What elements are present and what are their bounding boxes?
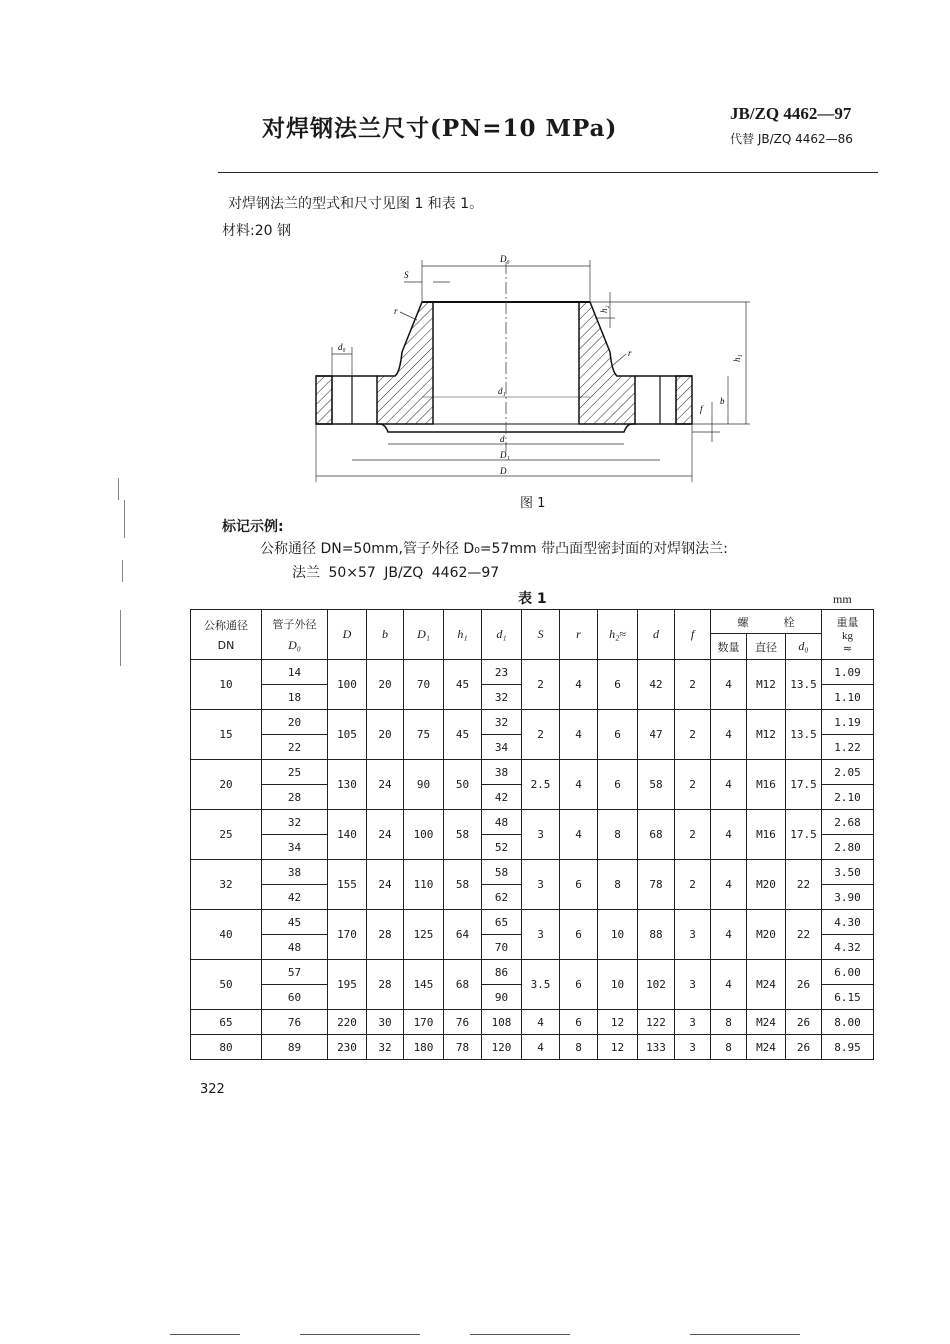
cell-f: 2 (675, 860, 711, 910)
intro-text: 对焊钢法兰的型式和尺寸见图 1 和表 1。 (228, 196, 484, 212)
cell-d: 133 (638, 1035, 675, 1060)
cell-d: 230 (328, 1035, 367, 1060)
cell-d1: 65 (482, 910, 522, 935)
cell-weight: 8.00 (822, 1010, 874, 1035)
flange-section-left-outer (316, 376, 332, 424)
label-d1: d₁ (498, 386, 506, 396)
header-D: D (328, 610, 367, 660)
cell-pipe-od: 60 (262, 985, 328, 1010)
cell-pipe-od: 48 (262, 935, 328, 960)
cell-bolt: M24 (747, 1035, 786, 1060)
cell-dn: 40 (191, 910, 262, 960)
cell-pipe-od: 76 (262, 1010, 328, 1035)
cell-bd0: 13.5 (786, 710, 822, 760)
label-h1: h₁ (732, 354, 742, 362)
cell-weight: 4.30 (822, 910, 874, 935)
cell-d1: 125 (404, 910, 444, 960)
cell-d1: 75 (404, 710, 444, 760)
header-dn: 公称通径 DN (191, 610, 262, 660)
cell-h2: 10 (598, 960, 638, 1010)
cell-h2: 6 (598, 710, 638, 760)
cell-b: 24 (367, 810, 404, 860)
page-number: 322 (200, 1082, 225, 1097)
scan-mark (120, 610, 121, 666)
cell-d: 88 (638, 910, 675, 960)
scan-mark (124, 500, 125, 538)
label-D1: D₁ (500, 450, 510, 460)
cell-d: 140 (328, 810, 367, 860)
footer-line (470, 1334, 570, 1335)
header-bolt: 螺 栓 (711, 610, 822, 634)
cell-h2: 8 (598, 810, 638, 860)
label-D: D (500, 466, 507, 476)
cell-f: 3 (675, 960, 711, 1010)
cell-s: 3 (522, 910, 560, 960)
cell-dn: 10 (191, 660, 262, 710)
cell-b: 30 (367, 1010, 404, 1035)
footer-line (300, 1334, 420, 1335)
cell-dn: 50 (191, 960, 262, 1010)
cell-weight: 3.90 (822, 885, 874, 910)
cell-d: 195 (328, 960, 367, 1010)
cell-b: 24 (367, 860, 404, 910)
cell-d: 78 (638, 860, 675, 910)
cell-s: 3 (522, 860, 560, 910)
cell-n: 4 (711, 660, 747, 710)
cell-d1: 110 (404, 860, 444, 910)
cell-h2: 6 (598, 660, 638, 710)
cell-d: 170 (328, 910, 367, 960)
scan-mark (122, 560, 123, 582)
flange-section-right (579, 302, 635, 424)
cell-r: 6 (560, 860, 598, 910)
header-weight: 重量 kg ≈ (822, 610, 874, 660)
cell-b: 20 (367, 710, 404, 760)
cell-weight: 6.00 (822, 960, 874, 985)
footer-line (170, 1334, 240, 1335)
cell-bd0: 17.5 (786, 760, 822, 810)
cell-d1: 90 (404, 760, 444, 810)
figure-caption: 图 1 (520, 496, 546, 511)
cell-h2: 6 (598, 760, 638, 810)
cell-dn: 65 (191, 1010, 262, 1035)
label-d0: d₀ (338, 342, 346, 352)
footer-line (690, 1334, 800, 1335)
table-caption: 表 1 (518, 591, 547, 607)
cell-n: 4 (711, 810, 747, 860)
header-r: r (560, 610, 598, 660)
dimension-table (190, 609, 874, 1060)
label-h2: h₂ (599, 305, 609, 313)
header-pipe-od: 管子外径 D₀ (262, 610, 328, 660)
cell-d1: 70 (482, 935, 522, 960)
cell-bd0: 17.5 (786, 810, 822, 860)
cell-n: 4 (711, 860, 747, 910)
table-body (191, 660, 874, 1060)
table-row (191, 860, 874, 885)
cell-b: 24 (367, 760, 404, 810)
cell-h2: 10 (598, 910, 638, 960)
label-S: S (404, 270, 409, 280)
cell-weight: 2.68 (822, 810, 874, 835)
cell-bolt: M20 (747, 910, 786, 960)
cell-pipe-od: 38 (262, 860, 328, 885)
header-S: S (522, 610, 560, 660)
cell-bd0: 26 (786, 960, 822, 1010)
header-h2: h₂≈ (598, 610, 638, 660)
cell-n: 4 (711, 910, 747, 960)
cell-f: 2 (675, 760, 711, 810)
flange-section-right-outer (676, 376, 692, 424)
cell-n: 4 (711, 710, 747, 760)
cell-d1: 42 (482, 785, 522, 810)
cell-weight: 6.15 (822, 985, 874, 1010)
cell-d1: 38 (482, 760, 522, 785)
cell-f: 2 (675, 710, 711, 760)
table-row (191, 760, 874, 785)
page-title: 对焊钢法兰尺寸(PN=10 MPa) (262, 115, 618, 142)
cell-bolt: M16 (747, 760, 786, 810)
cell-d1: 170 (404, 1010, 444, 1035)
replaces-standard: 代替 JB/ZQ 4462—86 (730, 132, 853, 146)
cell-weight: 3.50 (822, 860, 874, 885)
cell-d1: 108 (482, 1010, 522, 1035)
dimension-table-wrap (190, 609, 874, 1060)
table-row (191, 910, 874, 935)
marking-description: 公称通径 DN=50mm,管子外径 D₀=57mm 带凸面型密封面的对焊钢法兰: (260, 541, 728, 557)
cell-f: 3 (675, 1035, 711, 1060)
cell-h2: 12 (598, 1035, 638, 1060)
cell-d1: 145 (404, 960, 444, 1010)
cell-weight: 2.05 (822, 760, 874, 785)
cell-d: 100 (328, 660, 367, 710)
table-row (191, 1010, 874, 1035)
cell-d1: 23 (482, 660, 522, 685)
cell-d: 122 (638, 1010, 675, 1035)
header-h1: h₁ (444, 610, 482, 660)
cell-f: 3 (675, 1010, 711, 1035)
cell-d: 130 (328, 760, 367, 810)
cell-h1: 50 (444, 760, 482, 810)
cell-pipe-od: 42 (262, 885, 328, 910)
cell-r: 4 (560, 760, 598, 810)
cell-bolt: M16 (747, 810, 786, 860)
scan-mark (118, 478, 119, 500)
cell-n: 8 (711, 1035, 747, 1060)
cell-s: 2.5 (522, 760, 560, 810)
cell-pipe-od: 25 (262, 760, 328, 785)
cell-dn: 25 (191, 810, 262, 860)
table-row (191, 710, 874, 735)
cell-s: 3 (522, 810, 560, 860)
cell-r: 8 (560, 1035, 598, 1060)
cell-d: 220 (328, 1010, 367, 1035)
cell-d: 102 (638, 960, 675, 1010)
cell-h1: 58 (444, 860, 482, 910)
cell-s: 2 (522, 710, 560, 760)
cell-d1: 52 (482, 835, 522, 860)
cell-bd0: 26 (786, 1035, 822, 1060)
cell-d1: 58 (482, 860, 522, 885)
cell-d: 58 (638, 760, 675, 810)
standard-code: JB/ZQ 4462—97 (730, 104, 852, 123)
header-bolt-d0: d₀ (786, 634, 822, 660)
header-D1: D₁ (404, 610, 444, 660)
cell-s: 4 (522, 1010, 560, 1035)
cell-s: 2 (522, 660, 560, 710)
flange-drawing (300, 252, 770, 492)
cell-dn: 80 (191, 1035, 262, 1060)
table-row (191, 960, 874, 985)
header-b: b (367, 610, 404, 660)
cell-b: 20 (367, 660, 404, 710)
label-r-right: r (628, 348, 632, 358)
cell-bd0: 22 (786, 910, 822, 960)
cell-weight: 4.32 (822, 935, 874, 960)
cell-pipe-od: 32 (262, 810, 328, 835)
cell-bolt: M12 (747, 660, 786, 710)
cell-weight: 1.19 (822, 710, 874, 735)
cell-h1: 45 (444, 660, 482, 710)
cell-d1: 48 (482, 810, 522, 835)
cell-d1: 70 (404, 660, 444, 710)
cell-pipe-od: 89 (262, 1035, 328, 1060)
label-b: b (720, 396, 725, 406)
cell-pipe-od: 22 (262, 735, 328, 760)
cell-n: 8 (711, 1010, 747, 1035)
cell-s: 3.5 (522, 960, 560, 1010)
cell-h1: 58 (444, 810, 482, 860)
cell-f: 3 (675, 910, 711, 960)
cell-d1: 90 (482, 985, 522, 1010)
cell-n: 4 (711, 760, 747, 810)
cell-dn: 15 (191, 710, 262, 760)
cell-bolt: M24 (747, 1010, 786, 1035)
cell-dn: 32 (191, 860, 262, 910)
material-text: 材料:20 钢 (222, 223, 291, 239)
cell-r: 6 (560, 1010, 598, 1035)
header-d: d (638, 610, 675, 660)
header-bolt-count: 数量 (711, 634, 747, 660)
cell-d1: 62 (482, 885, 522, 910)
cell-f: 2 (675, 660, 711, 710)
cell-bolt: M20 (747, 860, 786, 910)
cell-d: 42 (638, 660, 675, 710)
header-bolt-dia: 直径 (747, 634, 786, 660)
cell-h1: 68 (444, 960, 482, 1010)
cell-d: 68 (638, 810, 675, 860)
cell-b: 28 (367, 960, 404, 1010)
label-r-left: r (394, 306, 398, 316)
cell-pipe-od: 34 (262, 835, 328, 860)
label-f: f (700, 404, 703, 414)
table-row (191, 660, 874, 685)
cell-h1: 45 (444, 710, 482, 760)
cell-bd0: 22 (786, 860, 822, 910)
label-D0: D₀ (500, 254, 510, 264)
cell-weight: 2.10 (822, 785, 874, 810)
cell-pipe-od: 28 (262, 785, 328, 810)
header-rule (218, 172, 878, 173)
table-row (191, 810, 874, 835)
cell-bolt: M24 (747, 960, 786, 1010)
cell-h1: 64 (444, 910, 482, 960)
cell-pipe-od: 45 (262, 910, 328, 935)
cell-d1: 180 (404, 1035, 444, 1060)
cell-d1: 86 (482, 960, 522, 985)
cell-weight: 8.95 (822, 1035, 874, 1060)
cell-weight: 1.22 (822, 735, 874, 760)
cell-b: 32 (367, 1035, 404, 1060)
cell-r: 6 (560, 960, 598, 1010)
table-unit: mm (833, 592, 852, 606)
cell-d: 47 (638, 710, 675, 760)
marking-example: 法兰 50×57 JB/ZQ 4462—97 (292, 565, 500, 581)
cell-weight: 2.80 (822, 835, 874, 860)
cell-weight: 1.09 (822, 660, 874, 685)
cell-n: 4 (711, 960, 747, 1010)
cell-d: 105 (328, 710, 367, 760)
cell-d1: 120 (482, 1035, 522, 1060)
cell-d: 155 (328, 860, 367, 910)
cell-r: 4 (560, 710, 598, 760)
cell-bd0: 26 (786, 1010, 822, 1035)
cell-d1: 34 (482, 735, 522, 760)
flange-section-left (377, 302, 433, 424)
cell-f: 2 (675, 810, 711, 860)
cell-dn: 20 (191, 760, 262, 810)
cell-r: 6 (560, 910, 598, 960)
cell-d1: 100 (404, 810, 444, 860)
cell-s: 4 (522, 1035, 560, 1060)
cell-bolt: M12 (747, 710, 786, 760)
marking-heading: 标记示例: (222, 519, 284, 535)
cell-bd0: 13.5 (786, 660, 822, 710)
cell-h2: 8 (598, 860, 638, 910)
cell-h1: 76 (444, 1010, 482, 1035)
cell-d1: 32 (482, 710, 522, 735)
cell-pipe-od: 57 (262, 960, 328, 985)
cell-weight: 1.10 (822, 685, 874, 710)
header-d1: d₁ (482, 610, 522, 660)
label-d: d (500, 434, 505, 444)
cell-pipe-od: 14 (262, 660, 328, 685)
cell-b: 28 (367, 910, 404, 960)
cell-h1: 78 (444, 1035, 482, 1060)
cell-h2: 12 (598, 1010, 638, 1035)
cell-d1: 32 (482, 685, 522, 710)
cell-r: 4 (560, 810, 598, 860)
table-row (191, 1035, 874, 1060)
header-f: f (675, 610, 711, 660)
cell-r: 4 (560, 660, 598, 710)
cell-pipe-od: 18 (262, 685, 328, 710)
cell-pipe-od: 20 (262, 710, 328, 735)
